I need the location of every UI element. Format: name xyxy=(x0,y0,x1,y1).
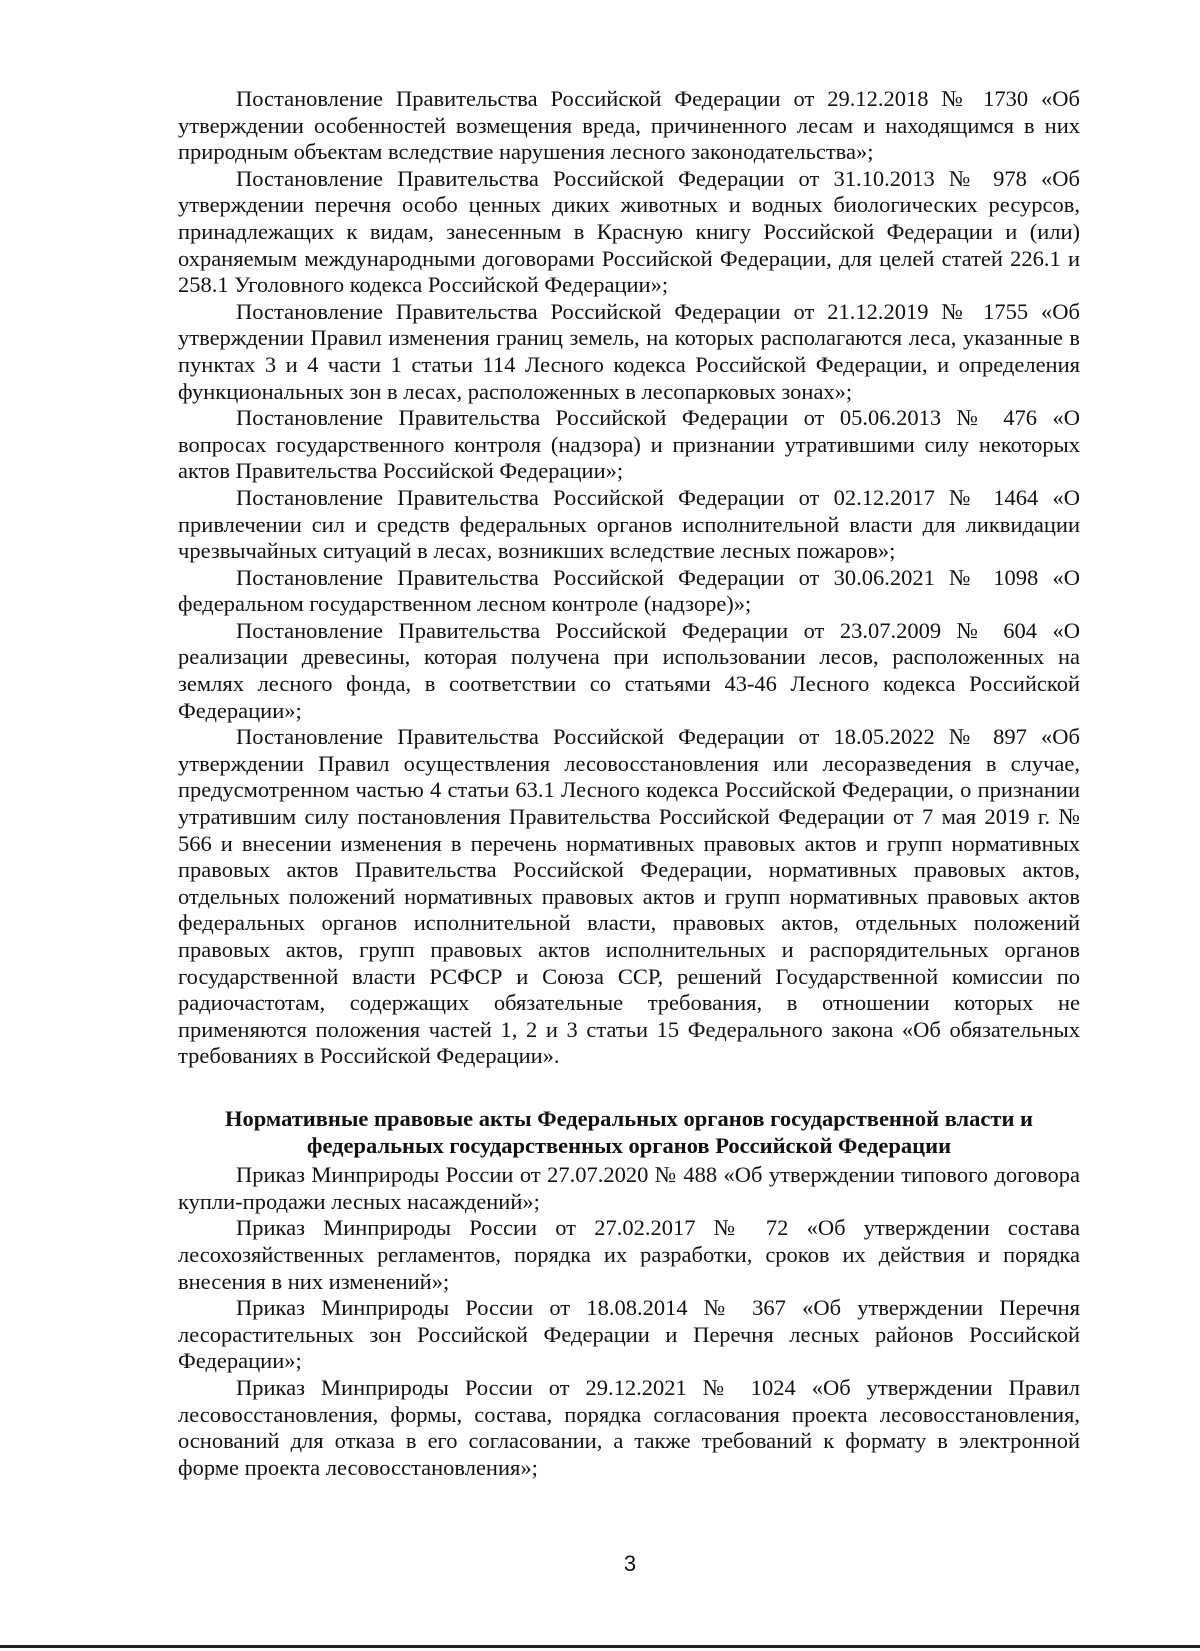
page-number: 3 xyxy=(623,1551,637,1576)
document-page xyxy=(178,86,1080,1481)
paragraph-resolution-1098: Постановление Правительства Российской Федерации от 30.06.2021 № 1098 «О федеральном государственном лесном контроле (надзоре)»; xyxy=(178,564,1080,617)
paragraph-resolution-1464: Постановление Правительства Российской Федерации от 02.12.2017 № 1464 «О привлечении сил и средств федеральных органов исполнительной власти для ликвидации чрезвычайных ситуаций в лесах, возникших вследствие лесных пожаров»; xyxy=(178,484,1080,564)
paragraph-resolution-978: Постановление Правительства Российской Федерации от 31.10.2013 № 978 «Об утверждении перечня особо ценных диких животных и водных биологических ресурсов, принадлежащих к видам, занесенным в Красную книгу Российской Федерации и (или) охраняемым международными договорами Российской Федерации, для целей статей 226.1 и 258.1 Уголовного кодекса Российской Федерации»; xyxy=(178,165,1080,298)
bottom-divider xyxy=(0,1645,1200,1648)
paragraph-resolution-1730: Постановление Правительства Российской Федерации от 29.12.2018 № 1730 «Об утверждении особенностей возмещения вреда, причиненного лесам и находящимся в них природным объектам вследствие нарушения лесного законодательства»; xyxy=(178,86,1080,165)
paragraph-resolution-1755: Постановление Правительства Российской Федерации от 21.12.2019 № 1755 «Об утверждении Правил изменения границ земель, на которых располагаются леса, указанные в пунктах 3 и 4 части 1 статьи 114 Лесного кодекса Российской Федерации, и определения функциональных зон в лесах, расположенных в лесопарковых зонах»; xyxy=(178,298,1080,404)
paragraph-resolution-897: Постановление Правительства Российской Федерации от 18.05.2022 № 897 «Об утверждении Правил осуществления лесовосстановления или лесоразведения в случае, предусмотренном частью 4 статьи 63.1 Лесного кодекса Российской Федерации, о признании утратившим силу постановления Правительства Российской Федерации от 7 мая 2019 г. № 566 и внесении изменения в перечень нормативных правовых актов и групп нормативных правовых актов Правительства Российской Федерации, нормативных правовых актов, отдельных положений нормативных правовых актов и групп нормативных правовых актов федеральных органов исполнительной власти, правовых актов, отдельных положений правовых актов, групп правовых актов исполнительных и распорядительных органов государственной власти РСФСР и Союза ССР, решений Государственной комиссии по радиочастотам, содержащих обязательные требования, в отношении которых не применяются положения частей 1, 2 и 3 статьи 15 Федерального закона «Об обязательных требованиях в Российской Федерации». xyxy=(178,724,1080,1069)
paragraph-order-1024: Приказ Минприроды России от 29.12.2021 № 1024 «Об утверждении Правил лесовосстановления, формы, состава, порядка согласования проекта лесовосстановления, оснований для отказа в его согласовании, а также требований к формату в электронной форме проекта лесовосстановления»; xyxy=(178,1374,1080,1480)
paragraph-resolution-476: Постановление Правительства Российской Федерации от 05.06.2013 № 476 «О вопросах государственного контроля (надзора) и признании утратившими силу некоторых актов Правительства Российской Федерации»; xyxy=(178,405,1080,484)
paragraph-resolution-604: Постановление Правительства Российской Федерации от 23.07.2009 № 604 «О реализации древесины, которая получена при использовании лесов, расположенных на землях лесного фонда, в соответствии со статьями 43-46 Лесного кодекса Российской Федерации»; xyxy=(178,617,1080,723)
paragraph-order-367: Приказ Минприроды России от 18.08.2014 № 367 «Об утверждении Перечня лесорастительных зон Российской Федерации и Перечня лесных районов Российской Федерации»; xyxy=(178,1295,1080,1374)
paragraph-order-488: Приказ Минприроды России от 27.07.2020 № 488 «Об утверждении типового договора купли-продажи лесных насаждений»; xyxy=(178,1162,1080,1214)
paragraph-order-72: Приказ Минприроды России от 27.02.2017 № 72 «Об утверждении состава лесохозяйственных регламентов, порядка их разработки, сроков их действия и порядка внесения в них изменений»; xyxy=(178,1215,1080,1294)
section-heading: Нормативные правовые акты Федеральных органов государственной власти и федеральных государственных органов Российской Федерации xyxy=(224,1105,1034,1158)
